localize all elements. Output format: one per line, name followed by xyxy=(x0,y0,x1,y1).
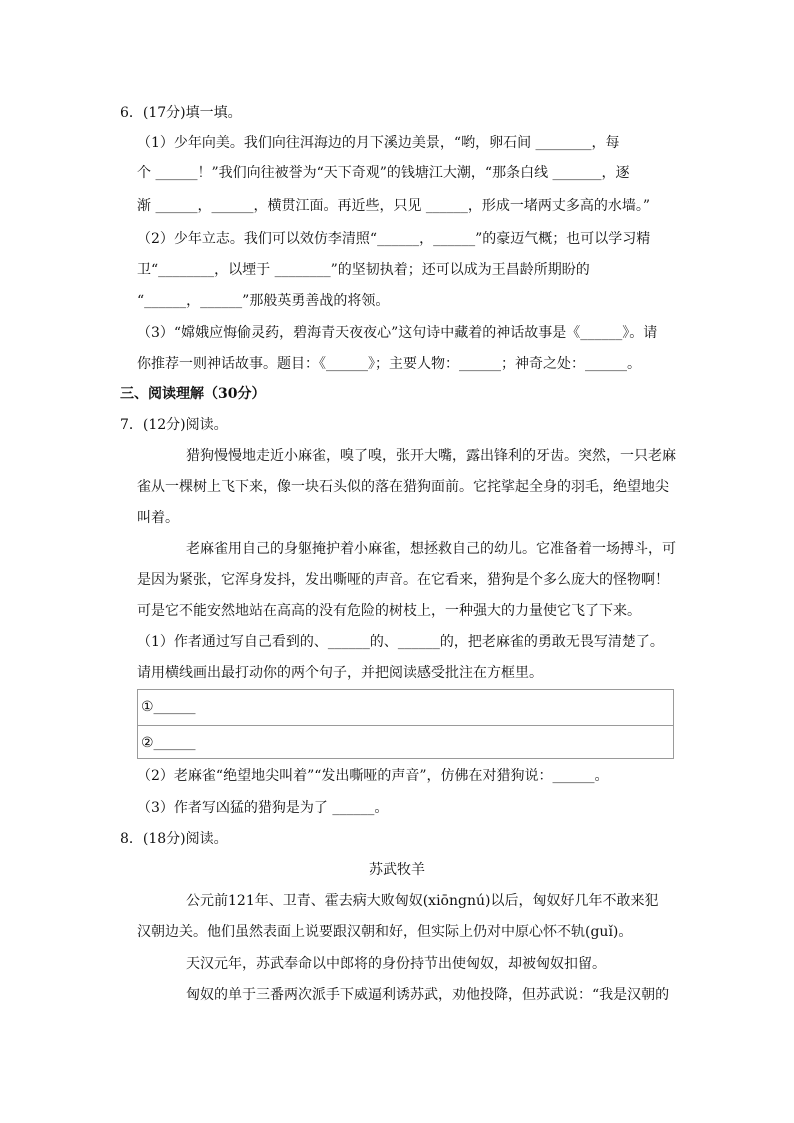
passage-title: 苏武牧羊 xyxy=(369,862,425,878)
q7-para2-line2: 是因为紧张，它浑身发抖，发出嘶哑的声音。在它看来，猎狗是个多么庞大的怪物啊！ xyxy=(137,572,669,588)
q7-header: 7．(12分)阅读。 xyxy=(120,417,228,433)
q8-para2: 天汉元年，苏武奉命以中郎将的身份持节出使匈奴，却被匈奴扣留。 xyxy=(186,956,606,972)
annotation-row-2[interactable] xyxy=(138,725,673,760)
q6-p2-line2: 卫“________，以堙于 ________”的坚韧执着；还可以成为王昌龄所期盼的 xyxy=(137,262,590,278)
q7-para1-line1: 猎狗慢慢地走近小麻雀，嗅了嗅，张开大嘴，露出锋利的牙齿。突然，一只老麻 xyxy=(186,448,676,464)
q6-p3-line2: 你推荐一则神话故事。题目：《______》；主要人物：______；神奇之处：______。 xyxy=(137,356,641,372)
q7-para2-line3: 可是它不能安然地站在高高的没有危险的树枝上，一种强大的力量使它飞了下来。 xyxy=(137,603,641,619)
q8-para1-line1: 公元前121年、卫青、霍去病大败匈奴(xiōngnú)以后，匈奴好几年不敢来犯 xyxy=(186,893,659,909)
q7-sub3: （3）作者写凶猛的猎狗是为了 ______。 xyxy=(137,800,389,816)
q7-sub2: （2）老麻雀“绝望地尖叫着”“发出嘶哑的声音”，仿佛在对猎狗说：______。 xyxy=(137,768,609,784)
q6-p2-line1: （2）少年立志。我们可以效仿李清照“______，______”的豪迈气概；也可以学习精 xyxy=(137,231,651,247)
q7-para2-line1: 老麻雀用自己的身躯掩护着小麻雀，想拯救自己的幼儿。它准备着一场搏斗，可 xyxy=(186,541,676,557)
q7-sub1-line1: （1）作者通过写自己看到的、______的、______的，把老麻雀的勇敢无畏写清楚了。 xyxy=(137,634,664,650)
q7-para1-line3: 叫着。 xyxy=(137,510,179,526)
q6-p1-line1: （1）少年向美。我们向往洱海边的月下溪边美景，“哟，卵石间 ________，每 xyxy=(137,135,620,151)
q8-header: 8．(18分)阅读。 xyxy=(120,831,228,847)
q6-p3-line1: （3）“嫦娥应悔偷灵药，碧海青天夜夜心”这句诗中藏着的神话故事是《______》。请 xyxy=(137,325,658,341)
q7-para1-line2: 雀从一棵树上飞下来，像一块石头似的落在猎狗面前。它挓挲起全身的羽毛，绝望地尖 xyxy=(137,479,669,495)
annotation-box xyxy=(137,689,674,759)
annotation-row-2-text: ②______ xyxy=(141,735,196,751)
section-heading: 三、阅读理解（30分） xyxy=(120,386,266,402)
q7-sub1-line2: 请用横线画出最打动你的两个句子，并把阅读感受批注在方框里。 xyxy=(137,665,543,681)
annotation-row-1-text: ①______ xyxy=(141,699,196,715)
q6-p1-line2: 个 ______！”我们向往被誉为“天下奇观”的钱塘江大潮，“那条白线 _______，逐 xyxy=(137,165,630,181)
q6-p1-line3: 渐 ______，______，横贯江面。再近些，只见 ______，形成一堵两丈多高的水墙。” xyxy=(137,198,651,214)
q8-para3: 匈奴的单于三番两次派手下威逼利诱苏武，劝他投降，但苏武说：“我是汉朝的 xyxy=(186,987,670,1003)
annotation-row-1[interactable] xyxy=(138,690,673,725)
q6-p2-line3: “______，______”那般英勇善战的将领。 xyxy=(137,293,390,309)
q6-header: 6．(17分)填一填。 xyxy=(120,105,242,121)
q8-para1-line2: 汉朝边关。他们虽然表面上说要跟汉朝和好，但实际上仍对中原心怀不轨(guǐ)。 xyxy=(137,924,633,940)
